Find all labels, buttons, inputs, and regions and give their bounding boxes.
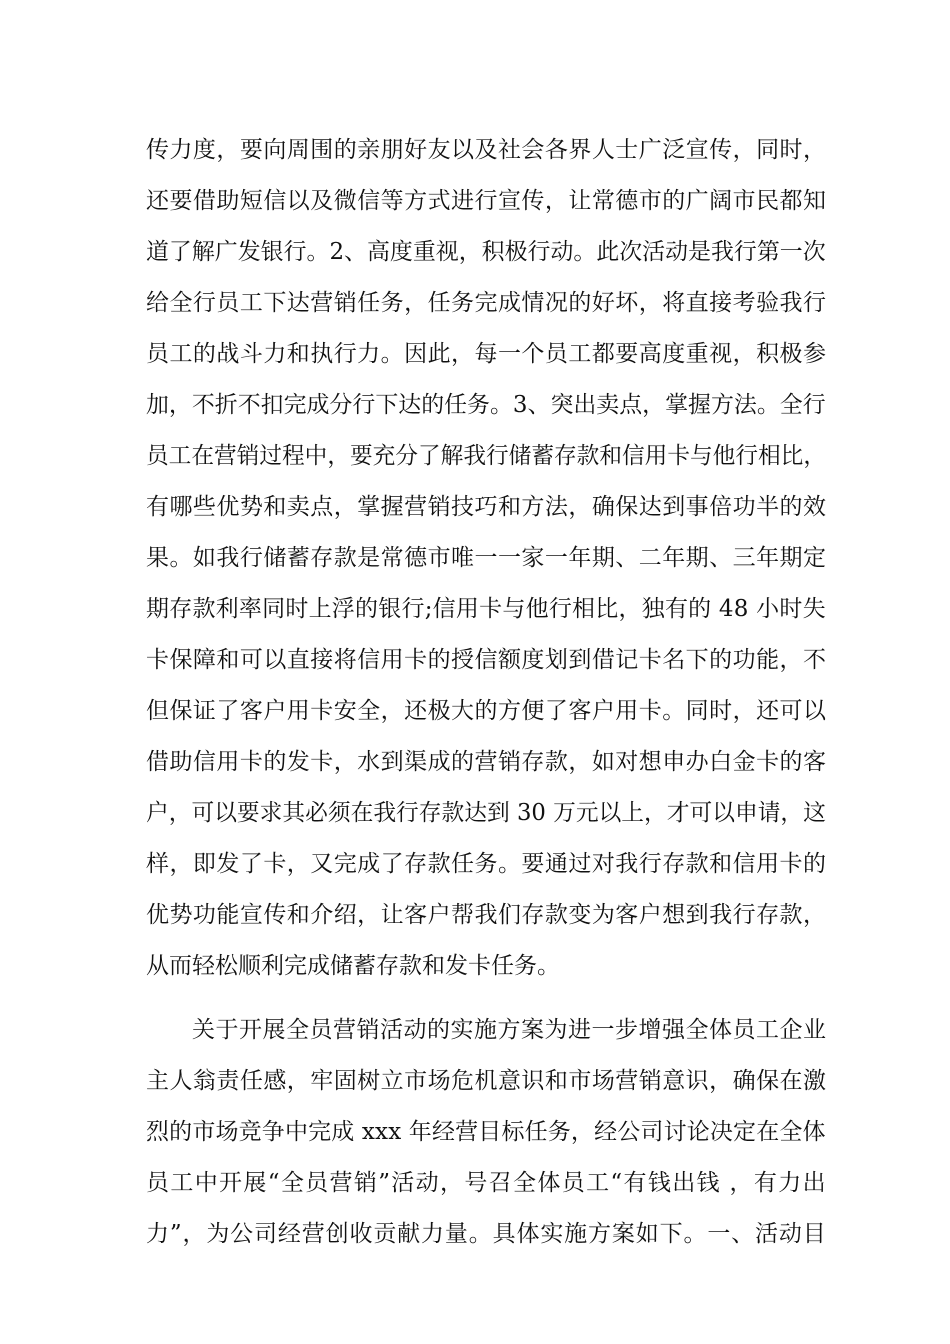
text-line: 借助信用卡的发卡，水到渠成的营销存款，如对想申办白金卡的客 xyxy=(146,749,827,775)
text-line: 力”，为公司经营创收贡献力量。具体实施方案如下。一、活动目 xyxy=(146,1221,827,1247)
text-line: 卡保障和可以直接将信用卡的授信额度划到借记卡名下的功能，不 xyxy=(146,647,827,673)
text-line: 果。如我行储蓄存款是常德市唯一一家一年期、二年期、三年期定 xyxy=(146,545,827,571)
text-line: 户，可以要求其必须在我行存款达到 30 万元以上，才可以申请，这 xyxy=(146,800,826,826)
text-line: 从而轻松顺利完成储蓄存款和发卡任务。 xyxy=(146,953,560,979)
text-line: 优势功能宣传和介绍，让客户帮我们存款变为客户想到我行存款， xyxy=(146,902,827,928)
text-line: 样，即发了卡，又完成了存款任务。要通过对我行存款和信用卡的 xyxy=(146,851,827,877)
text-line: 员工的战斗力和执行力。因此，每一个员工都要高度重视，积极参 xyxy=(146,341,827,367)
text-line: 有哪些优势和卖点，掌握营销技巧和方法，确保达到事倍功半的效 xyxy=(146,494,827,520)
text-line: 主人翁责任感，牢固树立市场危机意识和市场营销意识，确保在激 xyxy=(146,1068,827,1094)
text-line: 传力度，要向周围的亲朋好友以及社会各界人士广泛宣传，同时， xyxy=(146,137,827,163)
text-line: 道了解广发银行。2、高度重视，积极行动。此次活动是我行第一次 xyxy=(146,239,826,265)
text-line: 加，不折不扣完成分行下达的任务。3、突出卖点，掌握方法。全行 xyxy=(146,392,826,418)
text-line: 期存款利率同时上浮的银行;信用卡与他行相比，独有的 48 小时失 xyxy=(146,596,826,622)
text-line: 员工中开展“全员营销”活动，号召全体员工“有钱出钱 ，有力出 xyxy=(146,1170,827,1196)
text-line: 还要借助短信以及微信等方式进行宣传，让常德市的广阔市民都知 xyxy=(146,188,827,214)
text-line: 员工在营销过程中，要充分了解我行储蓄存款和信用卡与他行相比， xyxy=(146,443,826,469)
text-line: 但保证了客户用卡安全，还极大的方便了客户用卡。同时，还可以 xyxy=(146,698,827,724)
text-line: 烈的市场竞争中完成 xxx 年经营目标任务，经公司讨论决定在全体 xyxy=(146,1119,826,1145)
text-line-indented: 关于开展全员营销活动的实施方案为进一步增强全体员工企业 xyxy=(192,1017,827,1043)
text-line: 给全行员工下达营销任务，任务完成情况的好坏，将直接考验我行 xyxy=(146,290,827,316)
